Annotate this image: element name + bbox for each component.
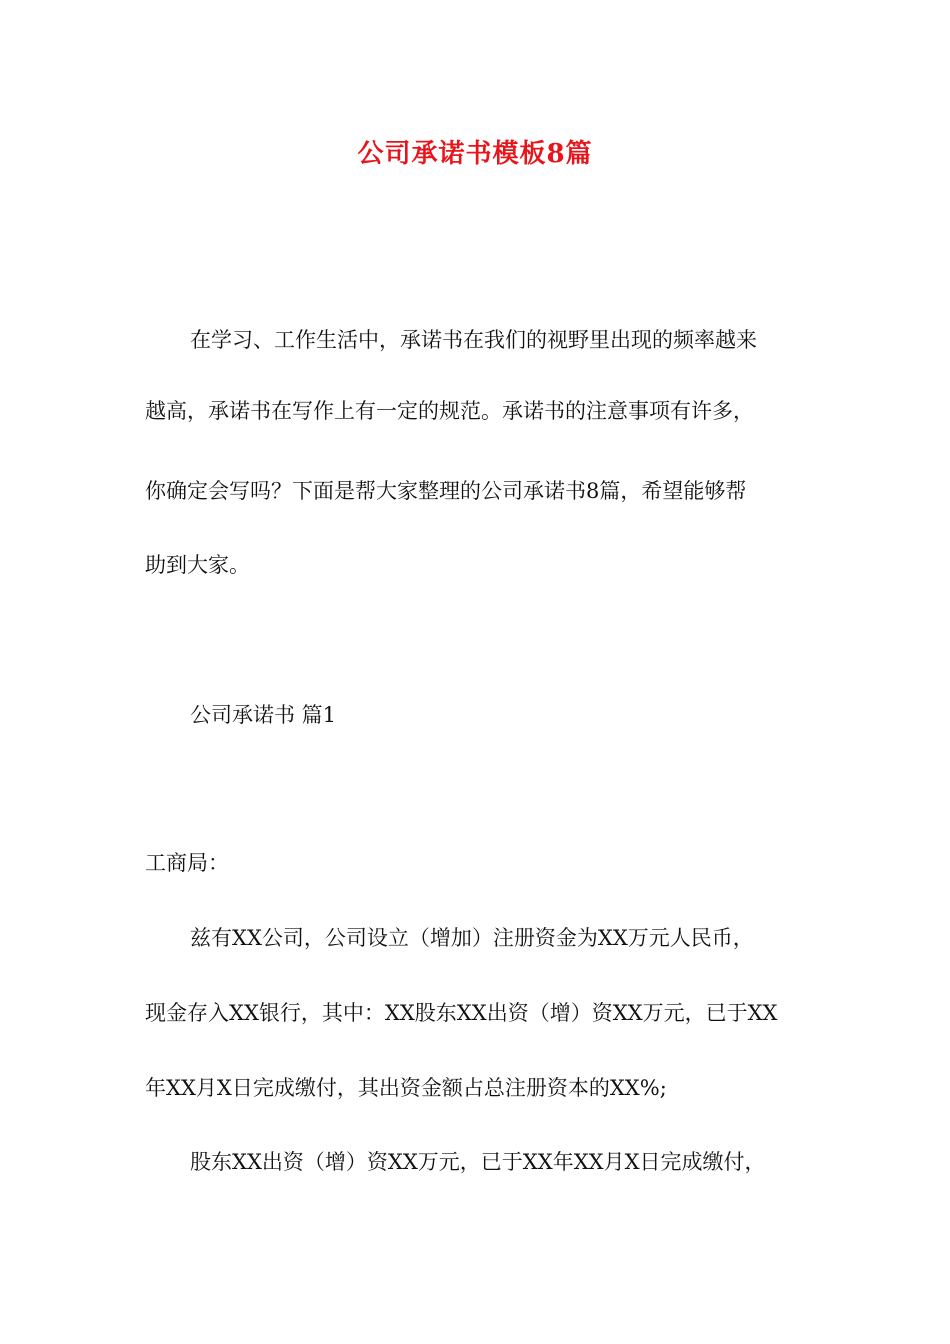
body-line-4: 股东XX出资（增）资XX万元，已于XX年XX月X日完成缴付， [190, 1150, 766, 1174]
body-line-1: 兹有XX公司，公司设立（增加）注册资金为XX万元人民币， [190, 926, 754, 950]
salutation: 工商局： [145, 851, 229, 875]
intro-line-2: 越高，承诺书在写作上有一定的规范。承诺书的注意事项有许多， [145, 399, 754, 423]
intro-line-1: 在学习、工作生活中，承诺书在我们的视野里出现的频率越来 [190, 328, 757, 352]
section-heading: 公司承诺书 篇1 [190, 703, 337, 727]
body-line-2: 现金存入XX银行，其中：XX股东XX出资（增）资XX万元，已于XX [145, 1001, 778, 1025]
intro-line-3: 你确定会写吗？下面是帮大家整理的公司承诺书8篇，希望能够帮 [145, 479, 747, 503]
intro-line-4: 助到大家。 [145, 553, 250, 577]
document-title: 公司承诺书模板8篇 [357, 139, 593, 169]
body-line-3: 年XX月X日完成缴付，其出资金额占总注册资本的XX%; [145, 1076, 667, 1100]
